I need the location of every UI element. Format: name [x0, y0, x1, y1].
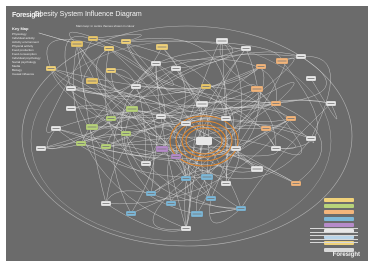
factor-label [148, 193, 155, 194]
diagram-poster [6, 6, 368, 261]
influence-link [93, 34, 141, 41]
key-item: Food production [12, 48, 34, 52]
factor-label [263, 128, 270, 129]
colour-key-swatch [324, 223, 354, 227]
factor-label [273, 103, 280, 104]
factor-label [288, 118, 295, 119]
factor-label [88, 81, 97, 82]
factor-label [128, 109, 137, 110]
factor-label [128, 213, 135, 214]
factor-label [253, 89, 262, 90]
factor-label [173, 156, 180, 157]
factor-label [223, 118, 230, 119]
factor-label [168, 203, 175, 204]
key-heading: Key Map [12, 26, 29, 31]
factor-label [183, 228, 190, 229]
factor-label [218, 41, 227, 42]
colour-key-swatch [324, 217, 354, 221]
factor-label [208, 198, 215, 199]
influence-link [77, 44, 106, 204]
factor-label [106, 48, 113, 49]
key-item: Activity environment [12, 40, 39, 44]
factor-label [233, 148, 240, 149]
factor-label [73, 44, 82, 45]
influence-link [276, 61, 318, 149]
colour-key-swatch [324, 248, 354, 252]
influence-link [111, 69, 176, 97]
factor-label [308, 78, 315, 79]
influence-link [282, 56, 331, 138]
foresight-logo: Foresight [12, 12, 42, 19]
intro-note: Main loop: in centre themes shown in colour [76, 24, 135, 28]
factor-label [273, 148, 280, 149]
factor-label [68, 88, 75, 89]
factor-label [308, 138, 315, 139]
factor-label [243, 48, 250, 49]
factor-label [68, 108, 75, 109]
factor-label [103, 203, 110, 204]
factor-label [328, 103, 335, 104]
influence-link [220, 41, 257, 89]
factor-label [193, 214, 202, 215]
foresight-logo-bottom: Foresight [332, 252, 360, 258]
key-item: Social psychology [12, 60, 37, 64]
factor-label [38, 148, 45, 149]
factor-label [183, 178, 190, 179]
factor-label [133, 86, 140, 87]
colour-key-swatch [324, 210, 354, 214]
colour-key-swatch [324, 204, 354, 208]
colour-key-swatch [324, 198, 354, 202]
influence-link [109, 49, 174, 86]
influence-link [266, 129, 296, 149]
factor-label [238, 208, 245, 209]
footnote-lines [310, 228, 358, 246]
key-item: Individual psychology [12, 56, 41, 60]
factor-label [293, 183, 300, 184]
connector-layer [6, 6, 368, 261]
factor-label [123, 41, 130, 42]
factor-label [103, 146, 110, 147]
factor-label [108, 118, 115, 119]
factor-label [183, 123, 190, 124]
influence-link [93, 39, 236, 149]
factor-label [78, 143, 85, 144]
factor-label [108, 70, 115, 71]
factor-label [203, 86, 210, 87]
factor-label [198, 104, 207, 105]
factor-label [278, 61, 287, 62]
influence-link [106, 191, 151, 204]
influence-link [257, 89, 314, 143]
influence-link [276, 104, 322, 184]
factor-label [158, 149, 167, 150]
influence-link [222, 41, 242, 149]
key-item: Physiology [12, 32, 27, 36]
key-item: Food consumption [12, 52, 37, 56]
core-node [196, 137, 212, 145]
factor-label [53, 128, 60, 129]
factor-label [153, 63, 160, 64]
influence-link [151, 149, 236, 201]
factor-label [223, 183, 230, 184]
factor-label [158, 116, 165, 117]
key-item: Individual activity [12, 36, 35, 40]
factor-label [90, 38, 97, 39]
factor-label [158, 47, 167, 48]
influence-link [156, 64, 266, 129]
influence-link [131, 178, 194, 213]
key-item: Biology [12, 68, 22, 72]
diagram-title: Obesity System Influence Diagram [34, 11, 142, 18]
influence-link [136, 49, 246, 87]
factor-label [253, 169, 262, 170]
key-item: Physical activity [12, 44, 34, 48]
key-item: Causal influence [12, 72, 35, 76]
factor-label [173, 68, 180, 69]
factor-label [123, 133, 130, 134]
factor-label [258, 66, 265, 67]
key-item: Media [12, 64, 21, 68]
influence-link [176, 69, 202, 105]
factor-label [298, 56, 305, 57]
factor-label [88, 127, 97, 128]
factor-label [203, 177, 212, 178]
factor-label [143, 163, 150, 164]
